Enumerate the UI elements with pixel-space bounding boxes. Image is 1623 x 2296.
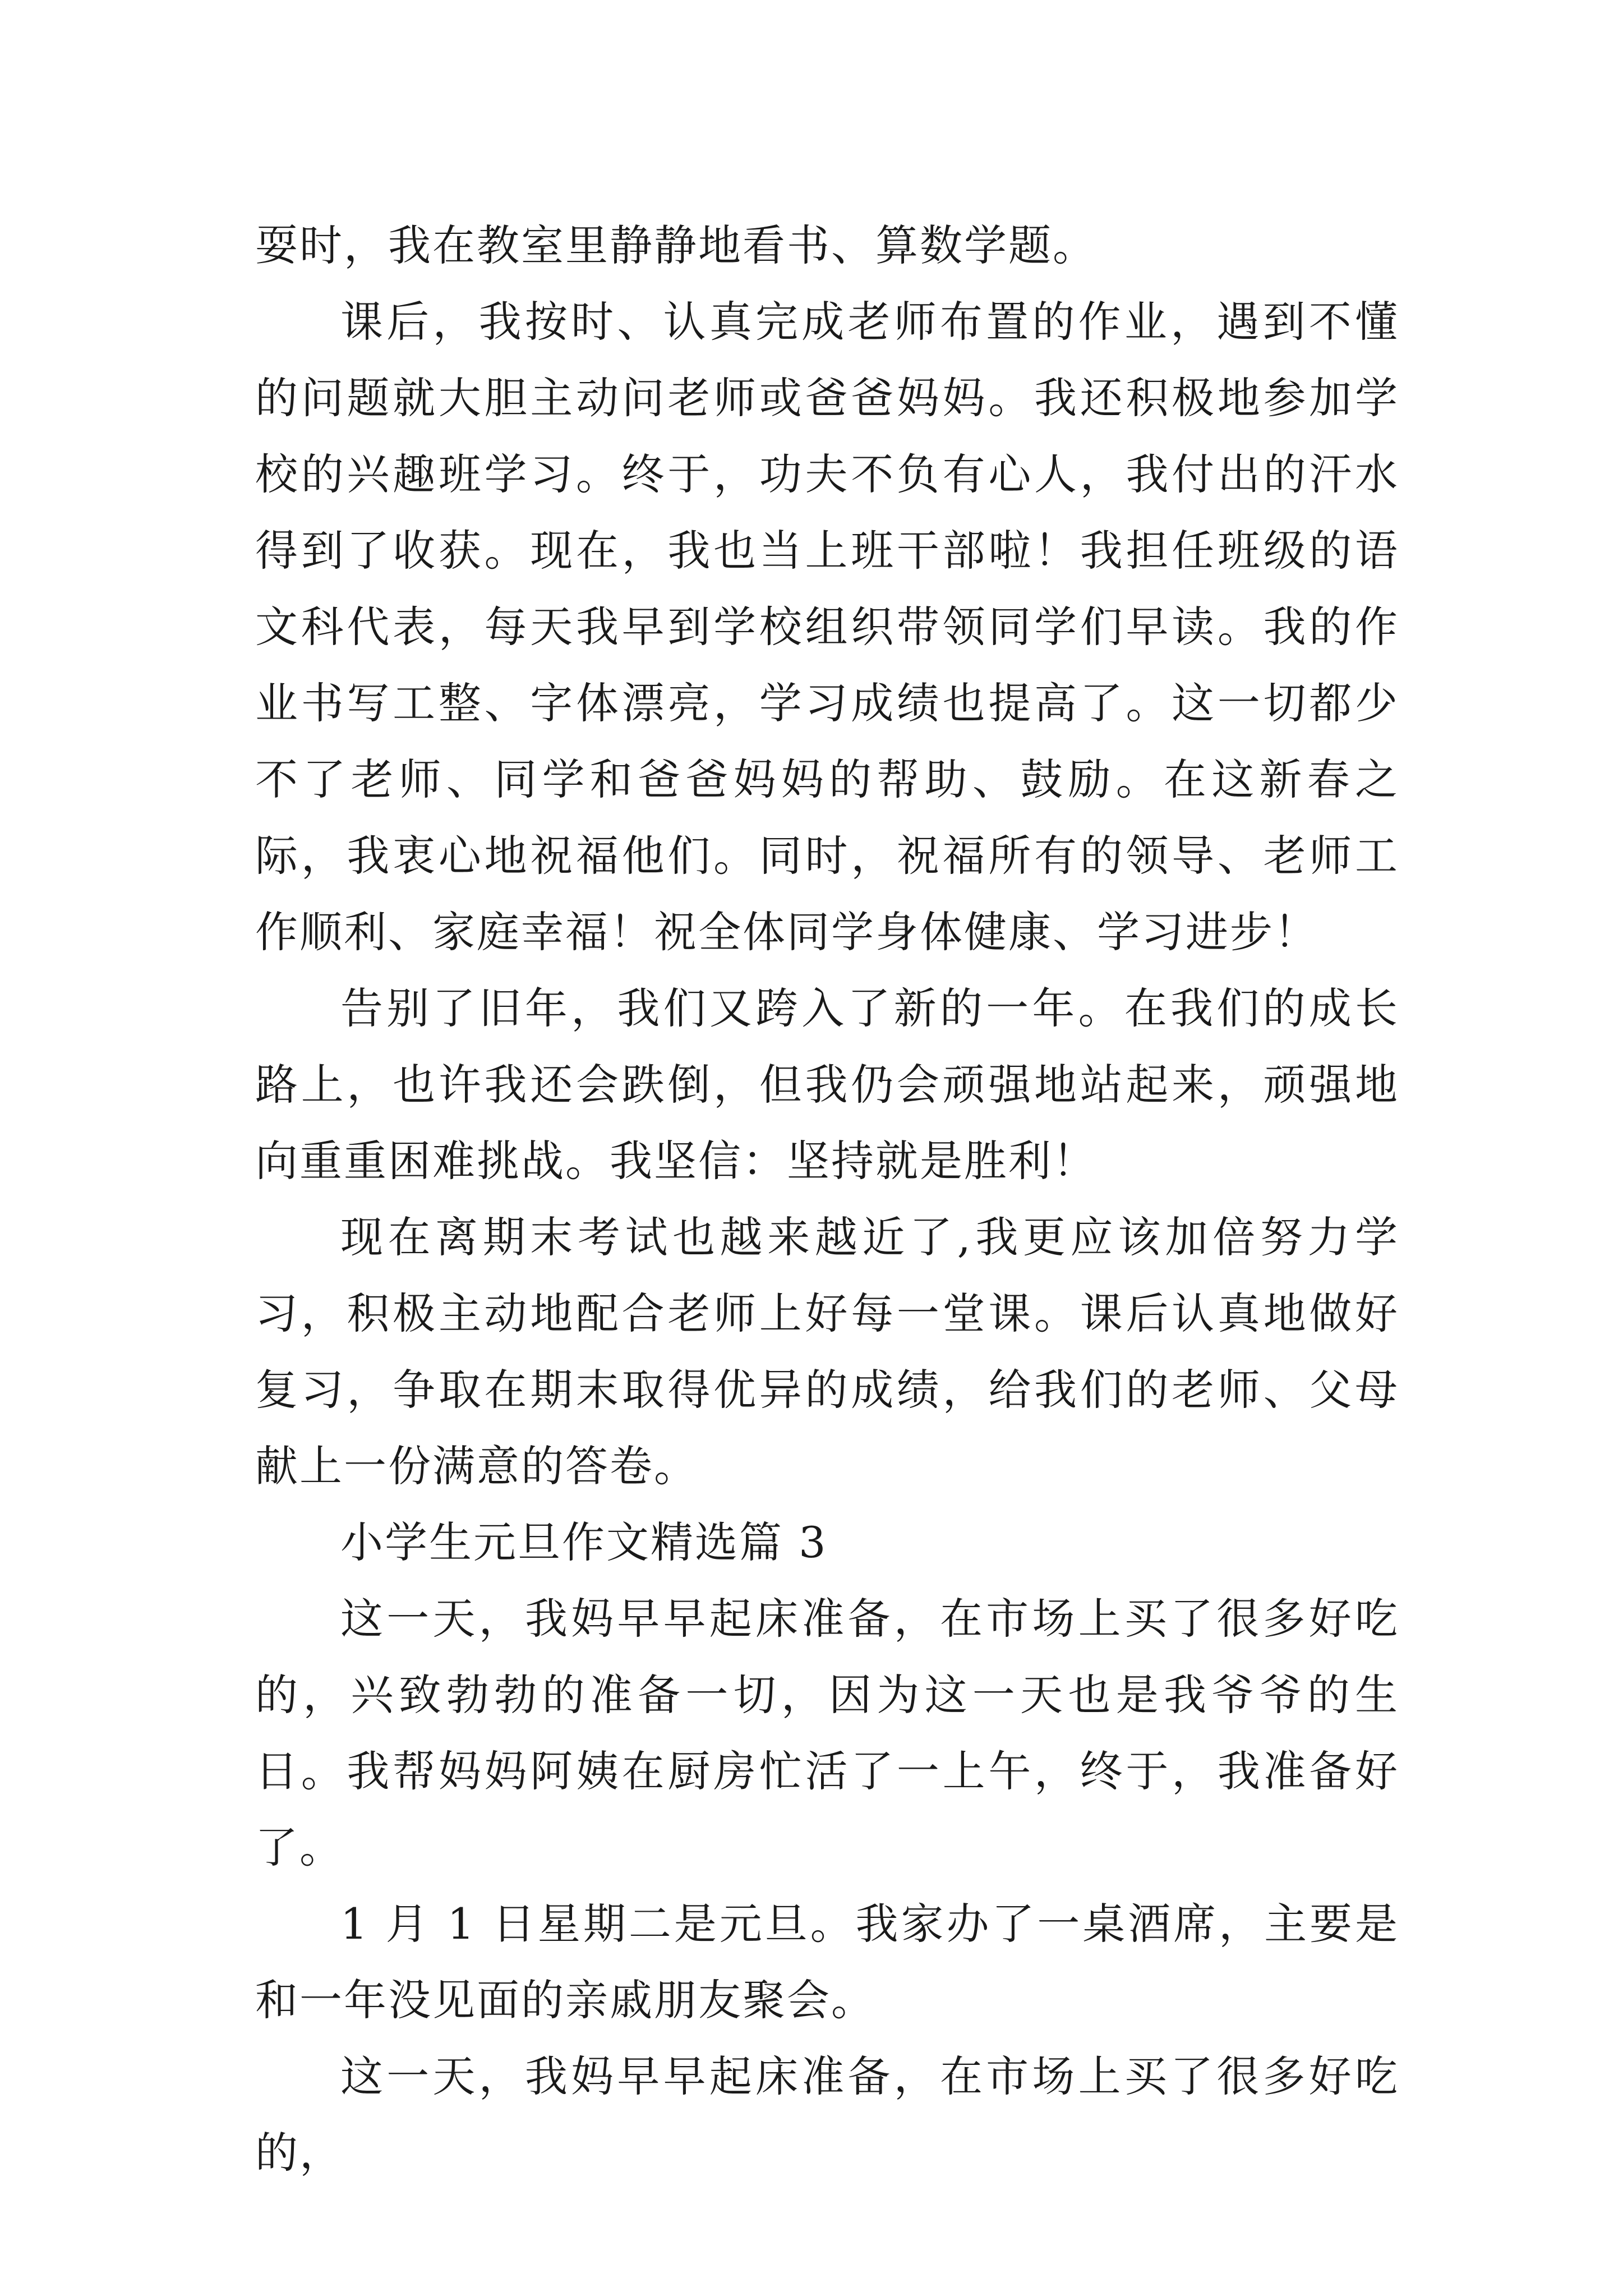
section-heading: 小学生元旦作文精选篇 3 <box>340 1517 828 1567</box>
paragraph-new-years-day: 1 月 1 日星期二是元旦。我家办了一桌酒席，主要是和一年没见面的亲戚朋友聚会。 <box>255 1899 1399 2025</box>
paragraph-new-year: 告别了旧年，我们又跨入了新的一年。在我们的成长路上，也许我还会跌倒，但我仍会顽强地站起来，顽强地向重重困难挑战。我坚信：坚持就是胜利！ <box>255 983 1399 1186</box>
paragraph-exam: 现在离期末考试也越来越近了,我更应该加倍努力学习，积极主动地配合老师上好每一堂课。课后认真地做好复习，争取在期末取得优异的成绩，给我们的老师、父母献上一份满意的答卷。 <box>255 1212 1399 1491</box>
paragraph-preparation: 这一天，我妈早早起床准备，在市场上买了很多好吃的，兴致勃勃的准备一切，因为这一天也是我爷爷的生日。我帮妈妈阿姨在厨房忙活了一上午，终于，我准备好了。 <box>255 1594 1399 1872</box>
paragraph-continuation: 耍时，我在教室里静静地看书、算数学题。 <box>255 220 1097 270</box>
paragraph-preparation-repeat: 这一天，我妈早早起床准备，在市场上买了很多好吃的， <box>255 2051 1399 2178</box>
paragraph-homework: 课后，我按时、认真完成老师布置的作业，遇到不懂的问题就大胆主动问老师或爸爸妈妈。我还积极地参加学校的兴趣班学习。终于，功夫不负有心人，我付出的汗水得到了收获。现在，我也当上班干部啦！我担任班级的语文科代表，每天我早到学校组织带领同学们早读。我的作业书写工整、字体漂亮，学习成绩也提高了。这一切都少不了老师、同学和爸爸妈妈的帮助、鼓励。在这新春之际，我衷心地祝福他们。同时，祝福所有的领导、老师工作顺利、家庭幸福！祝全体同学身体健康、学习进步！ <box>255 297 1399 957</box>
document-body <box>255 208 1399 2191</box>
